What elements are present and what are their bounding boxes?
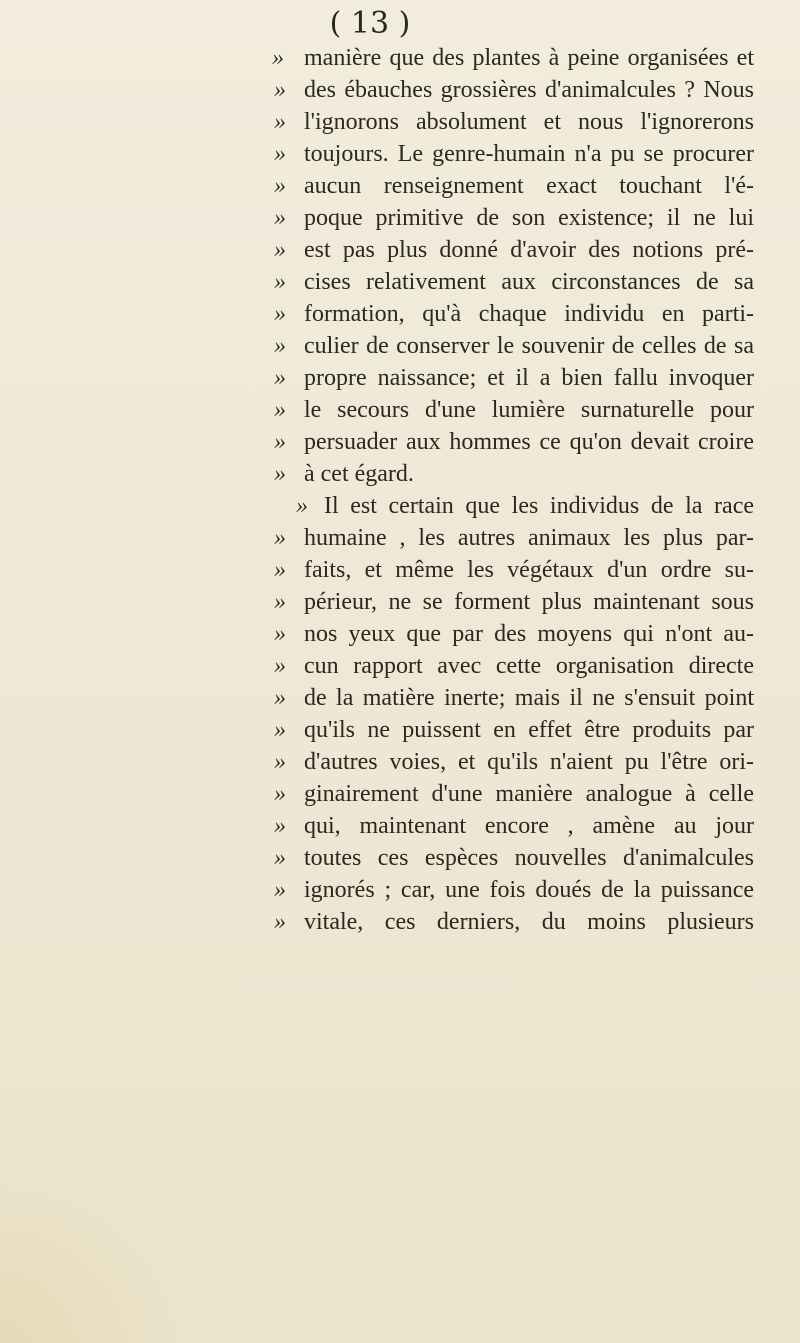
text-line (274, 138, 754, 170)
line-text: aucun renseignement exact touchant l'é- (304, 173, 754, 199)
line-text: persuader aux hommes ce qu'on devait croire (304, 429, 754, 455)
quote-mark: » (274, 525, 286, 551)
quote-mark: » (274, 653, 286, 679)
line-text: cises relativement aux circonstances de sa (304, 269, 754, 295)
text-line (274, 42, 754, 74)
text-line (274, 202, 754, 234)
line-text: toujours. Le genre-humain n'a pu se procurer (304, 141, 754, 167)
line-text: faits, et même les végétaux d'un ordre su- (304, 557, 754, 583)
quote-mark: » (274, 621, 286, 647)
text-line (274, 650, 754, 682)
quote-mark: » (274, 589, 286, 615)
text-line (274, 714, 754, 746)
quote-mark: » (274, 77, 286, 103)
text-line (274, 682, 754, 714)
line-text: le secours d'une lumière surnaturelle pour (304, 397, 754, 423)
quote-mark: » (274, 685, 286, 711)
line-text: ginairement d'une manière analogue à celle (304, 781, 754, 807)
quote-mark: » (274, 365, 286, 391)
quote-mark: » (274, 877, 286, 903)
text-line (274, 426, 754, 458)
quote-mark: » (272, 45, 284, 71)
text-line (274, 586, 754, 618)
quote-mark: » (274, 109, 286, 135)
quote-mark: » (274, 461, 286, 487)
quote-mark: » (274, 557, 286, 583)
text-line (274, 458, 754, 490)
quote-mark: » (274, 205, 286, 231)
quote-mark: » (274, 845, 286, 871)
text-line (274, 554, 754, 586)
line-text: manière que des plantes à peine organisées et (304, 45, 754, 71)
line-text: l'ignorons absolument et nous l'ignorerons (304, 109, 754, 135)
text-line (274, 874, 754, 906)
line-text: culier de conserver le souvenir de celles de sa (304, 333, 754, 359)
line-text: des ébauches grossières d'animalcules ? Nous (304, 77, 754, 103)
text-line (274, 618, 754, 650)
quote-mark: » (274, 909, 286, 935)
text-line (274, 906, 754, 938)
text-line (274, 778, 754, 810)
quote-mark: » (274, 749, 286, 775)
text-line (274, 490, 754, 522)
line-text: d'autres voies, et qu'ils n'aient pu l'être ori- (304, 749, 754, 775)
body-text (274, 42, 754, 938)
text-line (274, 522, 754, 554)
line-text: vitale, ces derniers, du moins plusieurs (304, 909, 754, 935)
line-text: humaine , les autres animaux les plus par- (304, 525, 754, 551)
quote-mark: » (274, 333, 286, 359)
quote-mark: » (274, 813, 286, 839)
text-line (274, 330, 754, 362)
quote-mark: » (274, 141, 286, 167)
line-text: est pas plus donné d'avoir des notions pré- (304, 237, 754, 263)
text-line (274, 234, 754, 266)
line-text: à cet égard. (304, 461, 414, 487)
quote-mark: » (274, 781, 286, 807)
quote-mark: » (274, 397, 286, 423)
text-line (274, 74, 754, 106)
page-number: ( 13 ) (329, 6, 411, 41)
quote-mark: » (274, 429, 286, 455)
line-text: de la matière inerte; mais il ne s'ensuit point (304, 685, 754, 711)
line-text: cun rapport avec cette organisation directe (304, 653, 754, 679)
quote-mark: » (296, 493, 308, 519)
paper-stain (0, 1163, 200, 1343)
text-line (274, 746, 754, 778)
line-text: qui, maintenant encore , amène au jour (304, 813, 754, 839)
text-line (274, 394, 754, 426)
quote-mark: » (274, 717, 286, 743)
quote-mark: » (274, 301, 286, 327)
text-line (274, 266, 754, 298)
line-text: ignorés ; car, une fois doués de la puissance (304, 877, 754, 903)
quote-mark: » (274, 173, 286, 199)
line-text: nos yeux que par des moyens qui n'ont au- (304, 621, 754, 647)
text-line (274, 810, 754, 842)
quote-mark: » (274, 237, 286, 263)
line-text: poque primitive de son existence; il ne lui (304, 205, 754, 231)
text-line (274, 842, 754, 874)
text-line (274, 170, 754, 202)
line-text: qu'ils ne puissent en effet être produits par (304, 717, 754, 743)
text-line (274, 106, 754, 138)
line-text: toutes ces espèces nouvelles d'animalcules (304, 845, 754, 871)
quote-mark: » (274, 269, 286, 295)
text-line (274, 362, 754, 394)
line-text: formation, qu'à chaque individu en parti- (304, 301, 754, 327)
line-text: périeur, ne se forment plus maintenant sous (304, 589, 754, 615)
line-text: propre naissance; et il a bien fallu invoquer (304, 365, 754, 391)
line-text: Il est certain que les individus de la race (324, 493, 754, 519)
text-line (274, 298, 754, 330)
